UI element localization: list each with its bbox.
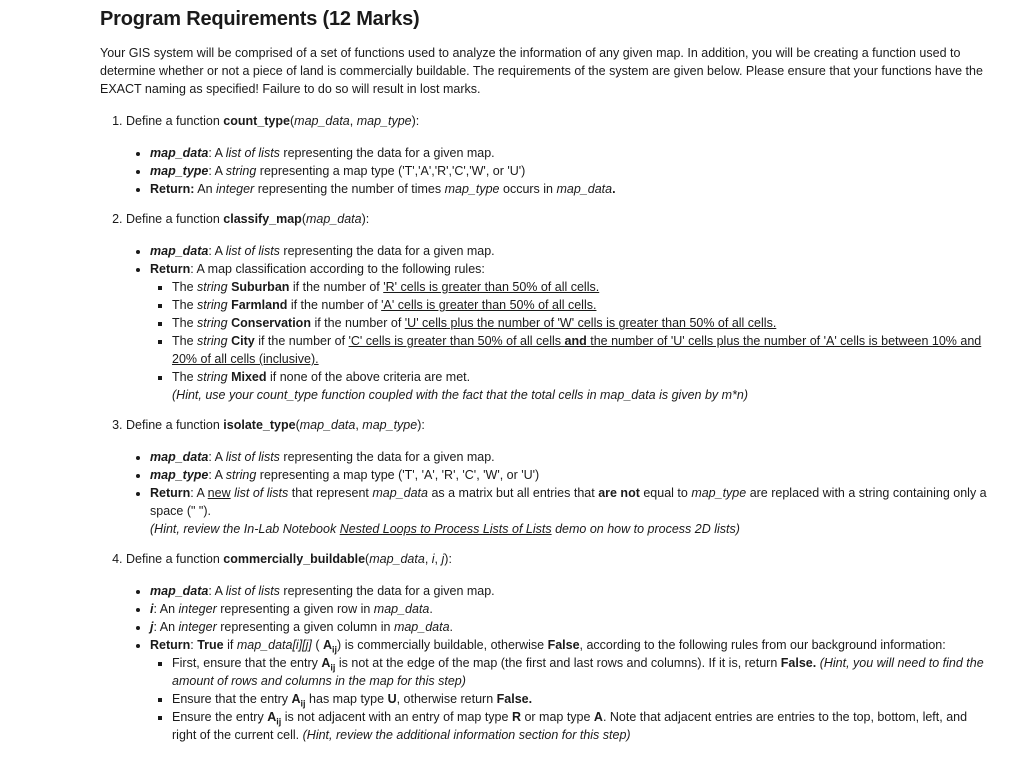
intro-paragraph: Your GIS system will be comprised of a set of functions used to analyze the information of any given map. In addition, you will be creating a function used to determine whether or not a piece of land is commercially buildable. The requirements of the system are given below. Please ensure that your functions have the EXACT naming as specified! Failure to do so will result in lost marks. bbox=[100, 46, 983, 96]
list-item: • map_data: A list of lists representing the data for a given map. bbox=[150, 242, 990, 260]
requirement-isolate-type bbox=[126, 416, 990, 538]
rule-list bbox=[150, 278, 990, 404]
list-item: • map_type: A string representing a map type ('T','A','R','C','W', or 'U') bbox=[150, 162, 990, 180]
requirement-classify-map bbox=[126, 210, 990, 404]
function-name: commercially_buildable bbox=[223, 552, 366, 566]
list-item: • Return: An integer representing the number of times map_type occurs in map_data. bbox=[150, 180, 990, 198]
requirement-count-type bbox=[126, 112, 990, 198]
list-item: ▪ The string Mixed if none of the above criteria are met. (Hint, use your count_type function coupled with the fact that the total cells in map_data is given by m*n) bbox=[172, 368, 990, 404]
page-title: Program Requirements (12 Marks) bbox=[100, 8, 420, 30]
function-name: classify_map bbox=[223, 212, 302, 226]
list-item: ▪ Ensure that the entry $A_{ij}$ has map type U, otherwise return False. bbox=[172, 690, 990, 708]
requirement-commercially-buildable bbox=[126, 550, 990, 744]
function-definition: 3. Define a function isolate_type(map_data, map_type): bbox=[126, 418, 425, 432]
function-definition: 4. Define a function commercially_buildable(map_data, i, j): bbox=[126, 552, 452, 566]
list-item: • Return: True if map_data[i][j] ( $A_{ij}$) is commercially buildable, otherwise False, according to the following rules from our background information: ▪ First, ensure that the entry $A_{ij}$ is not at the edge of the map (the first and last rows and columns). If it is, return False. (Hint, you will need to find the amount of rows and columns in the map for this step) ▪ Ensure that the entry $A_{ij}$ has map type U, otherwise return False. ▪ Ensure the entry $A_{ij}$ is not adjacent with an entry of map type R or map type A. Note that adjacent entries are entries to the top, bottom, left, and right of the current cell. (Hint, review the additional information section for this step) bbox=[150, 636, 990, 744]
list-item: • Return: A new list of lists that represent map_data as a matrix but all entries that are not equal to map_type are replaced with a string containing only a space (" "). (Hint, review the In-Lab Notebook Nested Loops to Process Lists of Lists demo on how to process 2D lists) bbox=[150, 484, 990, 538]
list-item: ▪ The string Farmland if the number of 'A' cells is greater than 50% of all cells. bbox=[172, 296, 990, 314]
list-item: • map_data: A list of lists representing the data for a given map. bbox=[150, 582, 990, 600]
parameter-list bbox=[126, 448, 990, 538]
list-item: • j: An integer representing a given column in map_data. bbox=[150, 618, 990, 636]
hint-text: (Hint, use your count_type function coupled with the fact that the total cells in map_data is given by m*n) bbox=[172, 388, 749, 402]
list-item: • map_data: A list of lists representing the data for a given map. bbox=[150, 448, 990, 466]
function-definition: 2. Define a function classify_map(map_data): bbox=[126, 212, 370, 226]
requirements-list bbox=[100, 112, 990, 744]
list-item: • map_data: A list of lists representing the data for a given map. bbox=[150, 144, 990, 162]
list-item: ▪ The string Conservation if the number of 'U' cells plus the number of 'W' cells is greater than 50% of all cells. bbox=[172, 314, 990, 332]
notebook-link[interactable]: Nested Loops to Process Lists of Lists bbox=[339, 522, 552, 536]
parameter-list bbox=[126, 582, 990, 744]
list-item: • i: An integer representing a given row in map_data. bbox=[150, 600, 990, 618]
list-item: • map_type: A string representing a map type ('T', 'A', 'R', 'C', 'W', or 'U') bbox=[150, 466, 990, 484]
list-item: ▪ The string City if the number of 'C' cells is greater than 50% of all cells and the number of 'U' cells plus the number of 'A' cells is between 10% and 20% of all cells (inclusive). bbox=[172, 332, 990, 368]
function-definition: 1. Define a function count_type(map_data, map_type): bbox=[126, 114, 420, 128]
list-item: ▪ The string Suburban if the number of 'R' cells is greater than 50% of all cells. bbox=[172, 278, 990, 296]
list-item: ▪ First, ensure that the entry $A_{ij}$ is not at the edge of the map (the first and last rows and columns). If it is, return False. (Hint, you will need to find the amount of rows and columns in the map for this step) bbox=[172, 654, 990, 690]
list-item: ▪ Ensure the entry $A_{ij}$ is not adjacent with an entry of map type R or map type A. Note that adjacent entries are entries to the top, bottom, left, and right of the current cell. (Hint, review the additional information section for this step) bbox=[172, 708, 990, 744]
hint-text: (Hint, review the In-Lab Notebook Nested Loops to Process Lists of Lists demo on how to process 2D lists) bbox=[150, 522, 740, 536]
parameter-list bbox=[126, 144, 990, 198]
function-name: count_type bbox=[223, 114, 290, 128]
parameter-list bbox=[126, 242, 990, 404]
list-item: • Return: A map classification according to the following rules: ▪ The string Suburban if the number of 'R' cells is greater than 50% of all cells. ▪ The string Farmland if the number of 'A' cells is greater than 50% of all cells. ▪ The string Conservation if the number of 'U' cells plus the number of 'W' cells is greater than 50% of all cells. ▪ The string City if the number of 'C' cells is greater than 50% of all cells and the number of 'U' cells plus the number of 'A' cells is between 10% and 20% of all cells (inclusive). ▪ The string Mixed if none of the above criteria are met. (Hint, use your count_type function coupled with the fact that the total cells in map_data is given by m*n) bbox=[150, 260, 990, 404]
function-name: isolate_type bbox=[223, 418, 296, 432]
rule-list bbox=[150, 654, 990, 744]
